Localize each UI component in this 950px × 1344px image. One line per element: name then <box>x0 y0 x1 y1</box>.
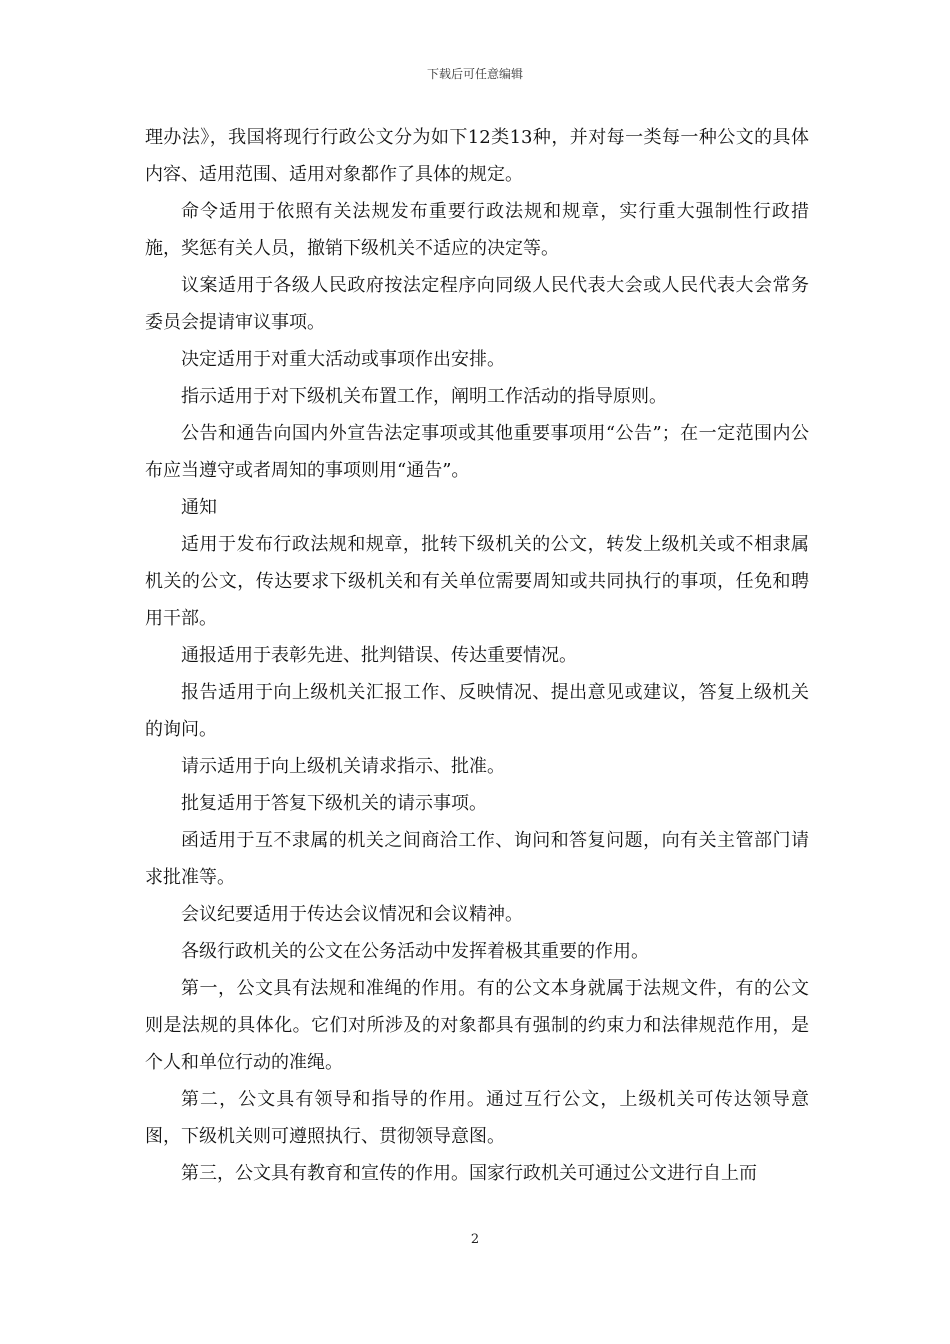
paragraph-role-second: 第二，公文具有领导和指导的作用。通过互行公文，上级机关可传达领导意图，下级机关则可遵照执行、贯彻领导意图。 <box>145 1089 809 1147</box>
document-body <box>145 119 809 1192</box>
paragraph-role-first: 第一，公文具有法规和准绳的作用。有的公文本身就属于法规文件，有的公文则是法规的具体化。它们对所涉及的对象都具有强制的约束力和法律规范作用，是个人和单位行动的准绳。 <box>145 978 809 1073</box>
paragraph-minutes: 会议纪要适用于传达会议情况和会议精神。 <box>181 904 523 925</box>
paragraph-notice: 适用于发布行政法规和规章，批转下级机关的公文，转发上级机关或不相隶属机关的公文，传达要求下级机关和有关单位需要周知或共同执行的事项，任免和聘用干部。 <box>145 534 809 629</box>
paragraph-command: 命令适用于依照有关法规发布重要行政法规和规章，实行重大强制性行政措施，奖惩有关人员，撤销下级机关不适应的决定等。 <box>145 201 809 259</box>
paragraph-reply: 批复适用于答复下级机关的请示事项。 <box>181 793 487 814</box>
paragraph-decision: 决定适用于对重大活动或事项作出安排。 <box>181 349 505 370</box>
paragraph-role-intro: 各级行政机关的公文在公务活动中发挥着极其重要的作用。 <box>181 941 649 962</box>
paragraph-instruction: 指示适用于对下级机关布置工作，阐明工作活动的指导原则。 <box>181 386 667 407</box>
page-header: 下载后可任意编辑 <box>426 67 523 81</box>
paragraph-continued: 理办法》，我国将现行行政公文分为如下12类13种，并对每一类每一种公文的具体内容、适用范围、适用对象都作了具体的规定。 <box>145 127 809 185</box>
paragraph-bulletin: 通报适用于表彰先进、批判错误、传达重要情况。 <box>181 645 577 666</box>
paragraph-announcement: 公告和通告向国内外宣告法定事项或其他重要事项用“公告”；在一定范围内公布应当遵守或者周知的事项则用“通告”。 <box>145 423 809 481</box>
paragraph-letter: 函适用于互不隶属的机关之间商洽工作、询问和答复问题，向有关主管部门请求批准等。 <box>145 830 809 888</box>
page-number: 2 <box>470 1232 480 1247</box>
paragraph-role-third: 第三，公文具有教育和宣传的作用。国家行政机关可通过公文进行自上而 <box>181 1163 757 1184</box>
paragraph-notice-heading: 通知 <box>181 497 217 518</box>
paragraph-request: 请示适用于向上级机关请求指示、批准。 <box>181 756 505 777</box>
paragraph-report: 报告适用于向上级机关汇报工作、反映情况、提出意见或建议，答复上级机关的询问。 <box>145 682 809 740</box>
paragraph-motion: 议案适用于各级人民政府按法定程序向同级人民代表大会或人民代表大会常务委员会提请审议事项。 <box>145 275 809 333</box>
